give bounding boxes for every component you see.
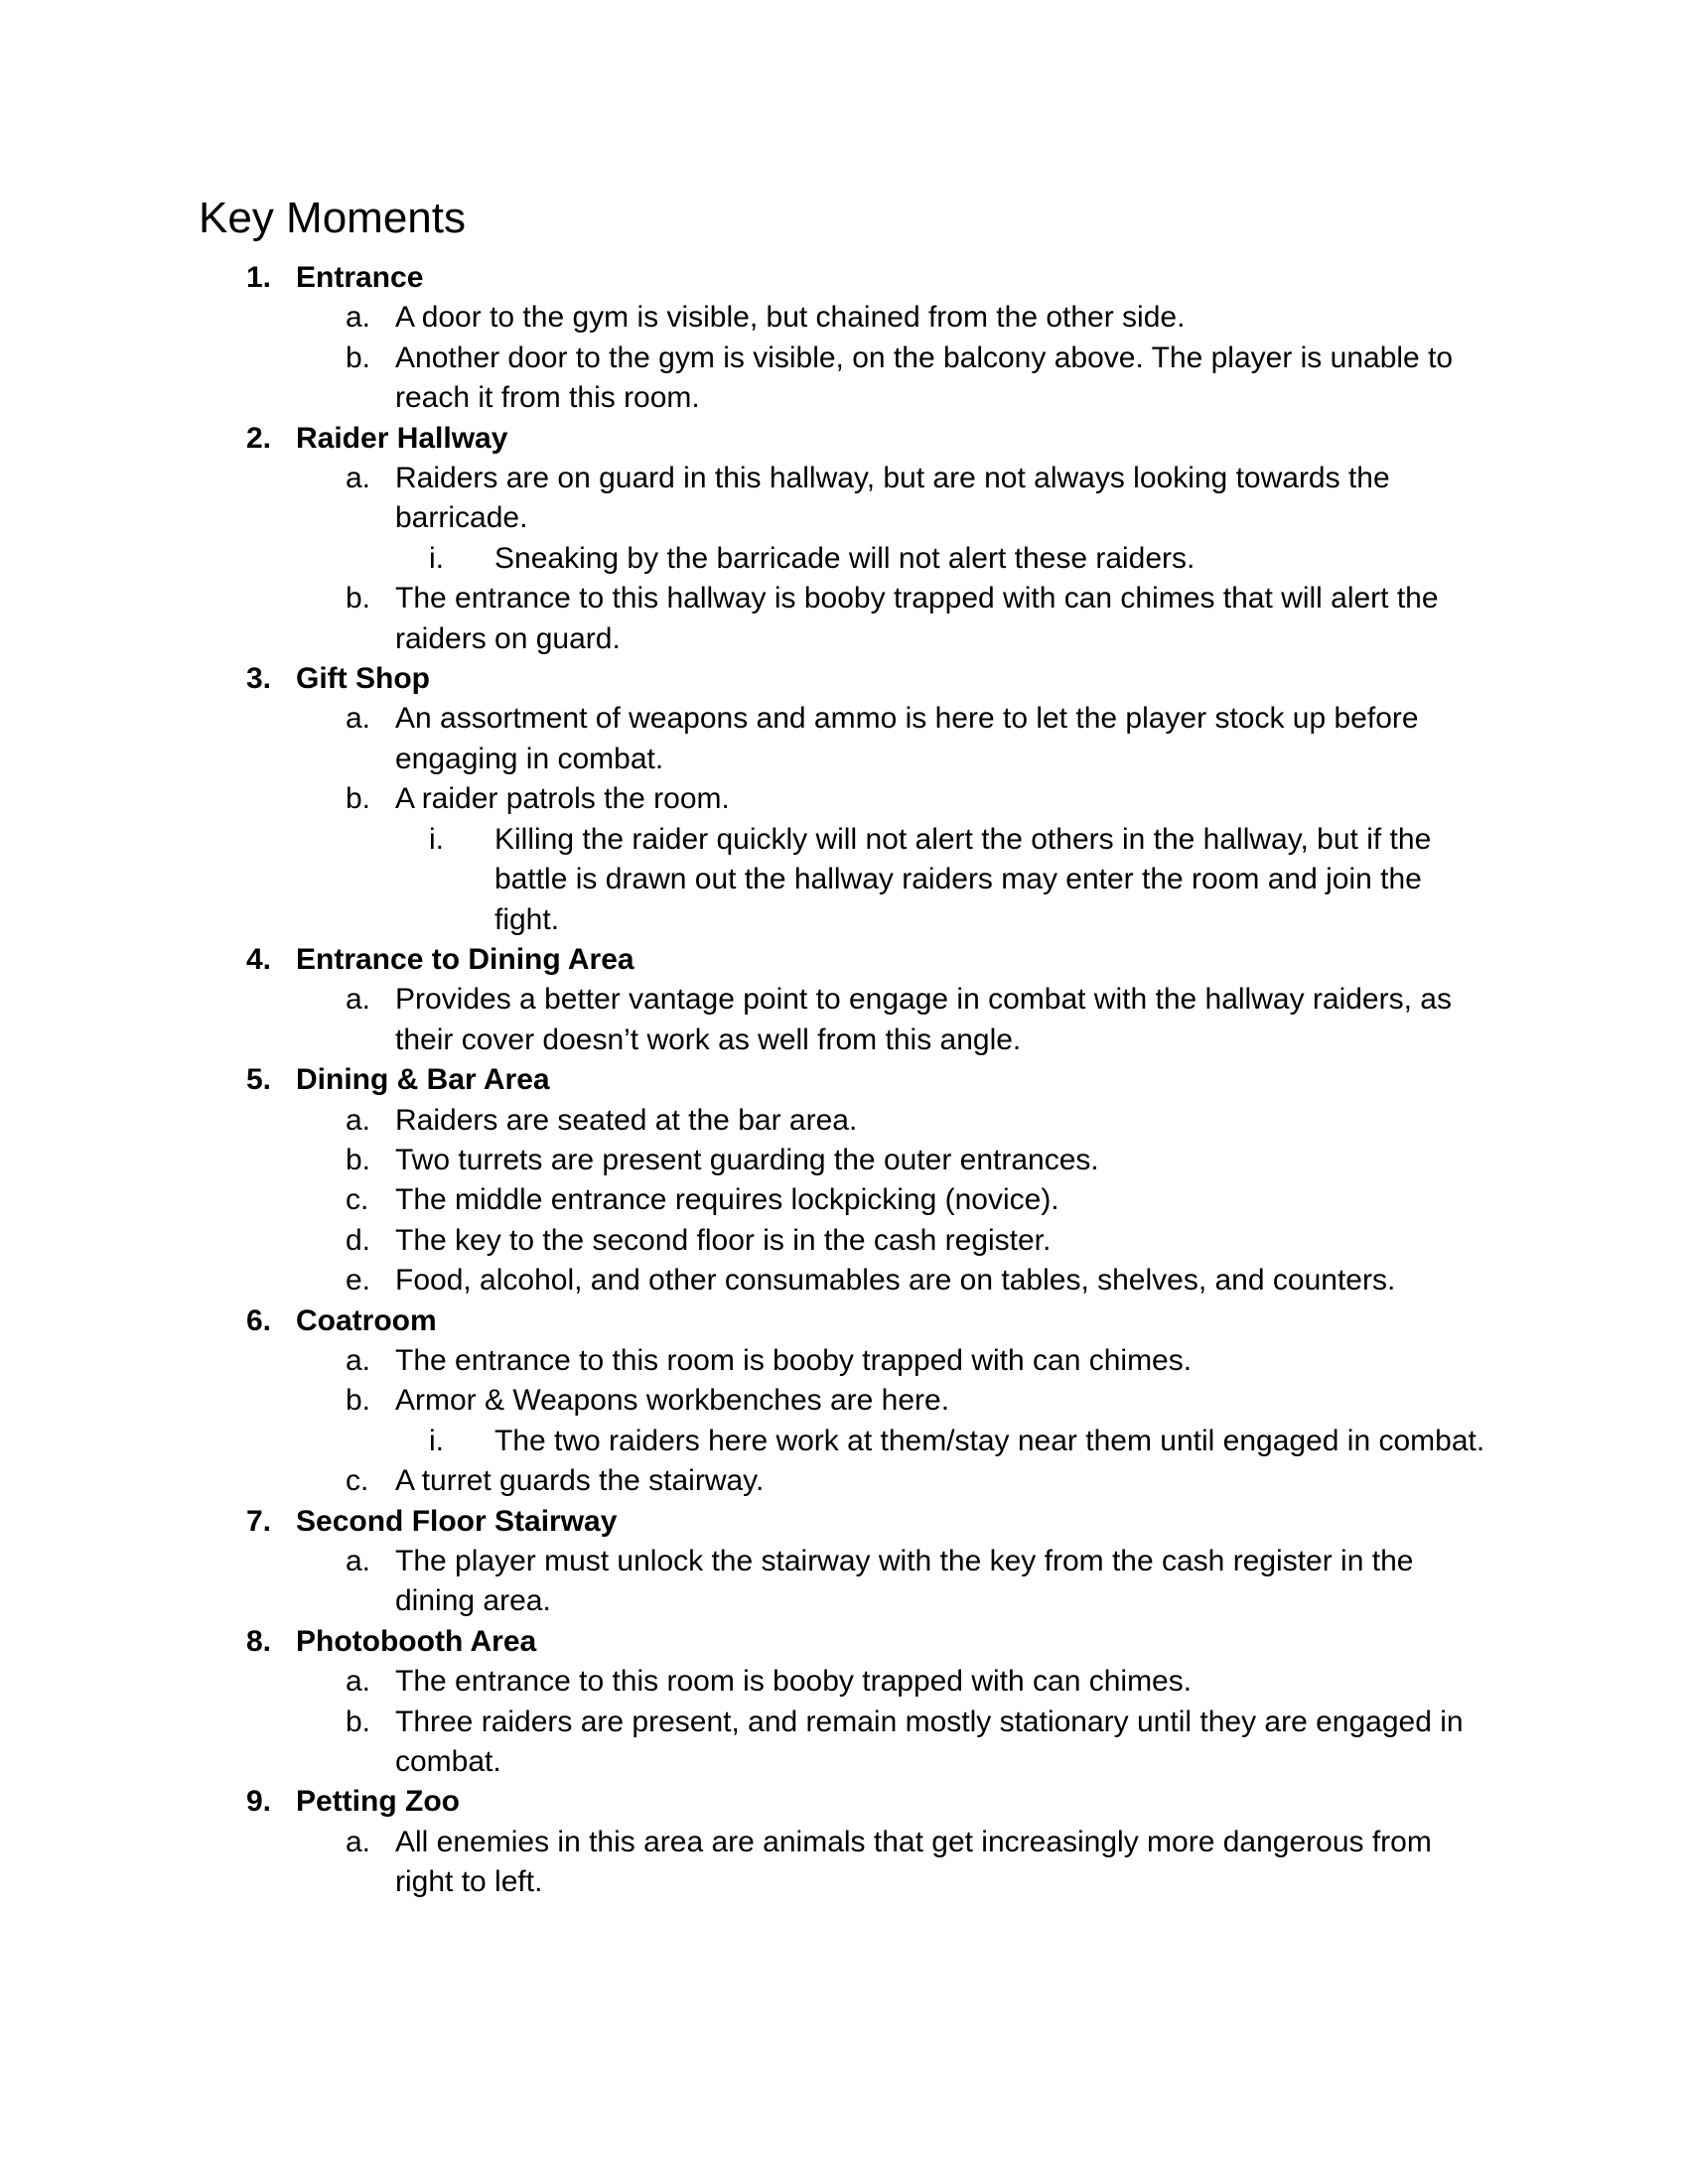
section-heading-text: Photobooth Area <box>296 1624 537 1658</box>
list-item-marker: b. <box>346 582 371 615</box>
list-item <box>199 459 1489 539</box>
list-item-text: A turret guards the stairway. <box>395 1464 765 1498</box>
list-item-marker: a. <box>346 983 371 1017</box>
list-item-text: A raider patrols the room. <box>395 782 730 816</box>
list-item-marker: b. <box>346 341 371 374</box>
list-item-marker: c. <box>346 1183 369 1217</box>
section-heading <box>199 419 1489 459</box>
section-heading <box>199 940 1489 980</box>
list-item-marker: a. <box>346 462 371 495</box>
list-item-marker: b. <box>346 782 371 816</box>
list-item-text: A door to the gym is visible, but chained from the other side. <box>395 301 1186 335</box>
list-item-text: Raiders are seated at the bar area. <box>395 1103 858 1137</box>
section-heading-marker: 6. <box>246 1303 272 1337</box>
list-item <box>199 1381 1489 1421</box>
page-title: Key Moments <box>199 194 466 242</box>
section-heading-text: Entrance <box>296 261 424 294</box>
list-item-marker: b. <box>346 1705 371 1738</box>
list-item-marker: a. <box>346 301 371 335</box>
sub-list-item <box>199 1422 1489 1461</box>
list-item-marker: a. <box>346 1103 371 1137</box>
sub-list-item-marker: i. <box>429 541 444 575</box>
list-item <box>199 1703 1489 1783</box>
section-heading <box>199 1502 1489 1542</box>
list-item-text: The middle entrance requires lockpicking (novice). <box>395 1183 1059 1217</box>
sub-list-item <box>199 539 1489 579</box>
list-item <box>199 298 1489 338</box>
section-heading <box>199 1060 1489 1100</box>
list-item-marker: c. <box>346 1464 369 1498</box>
section-heading-text: Coatroom <box>296 1303 437 1337</box>
list-item <box>199 1221 1489 1261</box>
list-item <box>199 980 1489 1060</box>
list-item-marker: a. <box>346 702 371 736</box>
list-item <box>199 1542 1489 1622</box>
list-item-marker: a. <box>346 1825 371 1858</box>
list-item <box>199 1141 1489 1180</box>
list-item-marker: b. <box>346 1143 371 1176</box>
list-item-marker: e. <box>346 1264 371 1297</box>
section-heading-text: Entrance to Dining Area <box>296 942 634 976</box>
sub-list-item-marker: i. <box>429 1424 444 1457</box>
list-item-text: The entrance to this room is booby trapped with can chimes. <box>395 1665 1193 1699</box>
list-item-text: The entrance to this hallway is booby trapped with can chimes that will alert the raiders on guard. <box>395 582 1439 655</box>
sub-list-item <box>199 820 1489 940</box>
section-heading-text: Raider Hallway <box>296 421 508 455</box>
list-item <box>199 699 1489 779</box>
section-heading <box>199 659 1489 699</box>
list-item <box>199 1341 1489 1381</box>
section-heading-marker: 7. <box>246 1504 272 1538</box>
section-heading-marker: 8. <box>246 1624 272 1658</box>
list-item <box>199 579 1489 659</box>
list-item-text: Two turrets are present guarding the outer entrances. <box>395 1143 1099 1176</box>
section-heading-text: Gift Shop <box>296 662 430 696</box>
section-heading-text: Dining & Bar Area <box>296 1063 550 1097</box>
list-item-text: An assortment of weapons and ammo is here to let the player stock up before engaging in combat. <box>395 702 1419 775</box>
list-item-marker: a. <box>346 1665 371 1699</box>
section-heading-text: Second Floor Stairway <box>296 1504 618 1538</box>
list-item-text: The player must unlock the stairway with the key from the cash register in the dining area. <box>395 1545 1414 1618</box>
sub-list-item-text: Sneaking by the barricade will not alert these raiders. <box>494 541 1196 575</box>
section-heading <box>199 258 1489 298</box>
section-heading <box>199 1782 1489 1822</box>
list-item <box>199 1823 1489 1903</box>
list-item <box>199 779 1489 819</box>
list-item-text: Three raiders are present, and remain mostly stationary until they are engaged in combat. <box>395 1705 1464 1779</box>
list-item-text: Food, alcohol, and other consumables are on tables, shelves, and counters. <box>395 1264 1396 1297</box>
section-heading-marker: 9. <box>246 1785 272 1819</box>
sub-list-item-text: Killing the raider quickly will not alert the others in the hallway, but if the battle is drawn out the hallway raiders may enter the room and join the fight. <box>494 822 1432 936</box>
list-item <box>199 1261 1489 1300</box>
list-item-text: Provides a better vantage point to engage in combat with the hallway raiders, as their cover doesn’t work as well from this angle. <box>395 983 1452 1056</box>
document <box>199 191 1489 1903</box>
list-item-marker: a. <box>346 1545 371 1577</box>
list-item <box>199 1461 1489 1501</box>
section-heading-marker: 3. <box>246 662 272 696</box>
list-item <box>199 339 1489 419</box>
list-item-text: All enemies in this area are animals that get increasingly more dangerous from right to left. <box>395 1825 1432 1899</box>
section-heading <box>199 1301 1489 1341</box>
list-item-text: Raiders are on guard in this hallway, but are not always looking towards the barricade. <box>395 462 1390 535</box>
list-item-text: The key to the second floor is in the cash register. <box>395 1223 1052 1257</box>
sub-list-item-marker: i. <box>429 822 444 856</box>
section-heading <box>199 1622 1489 1662</box>
list-item-text: Armor & Weapons workbenches are here. <box>395 1384 950 1418</box>
list-item <box>199 1180 1489 1220</box>
list-item-text: The entrance to this room is booby trapped with can chimes. <box>395 1343 1193 1377</box>
section-heading-marker: 1. <box>246 261 272 294</box>
list-item-marker: d. <box>346 1223 371 1257</box>
list-item-marker: b. <box>346 1384 371 1418</box>
section-heading-marker: 4. <box>246 942 272 976</box>
list-item-text: Another door to the gym is visible, on the balcony above. The player is unable to reach it from this room. <box>395 341 1454 415</box>
list-item <box>199 1101 1489 1141</box>
section-heading-text: Petting Zoo <box>296 1785 460 1819</box>
sub-list-item-text: The two raiders here work at them/stay near them until engaged in combat. <box>494 1424 1485 1457</box>
section-heading-marker: 5. <box>246 1063 272 1097</box>
list-item-marker: a. <box>346 1343 371 1377</box>
section-heading-marker: 2. <box>246 421 272 455</box>
key-moments-list <box>199 258 1489 1903</box>
list-item <box>199 1662 1489 1702</box>
